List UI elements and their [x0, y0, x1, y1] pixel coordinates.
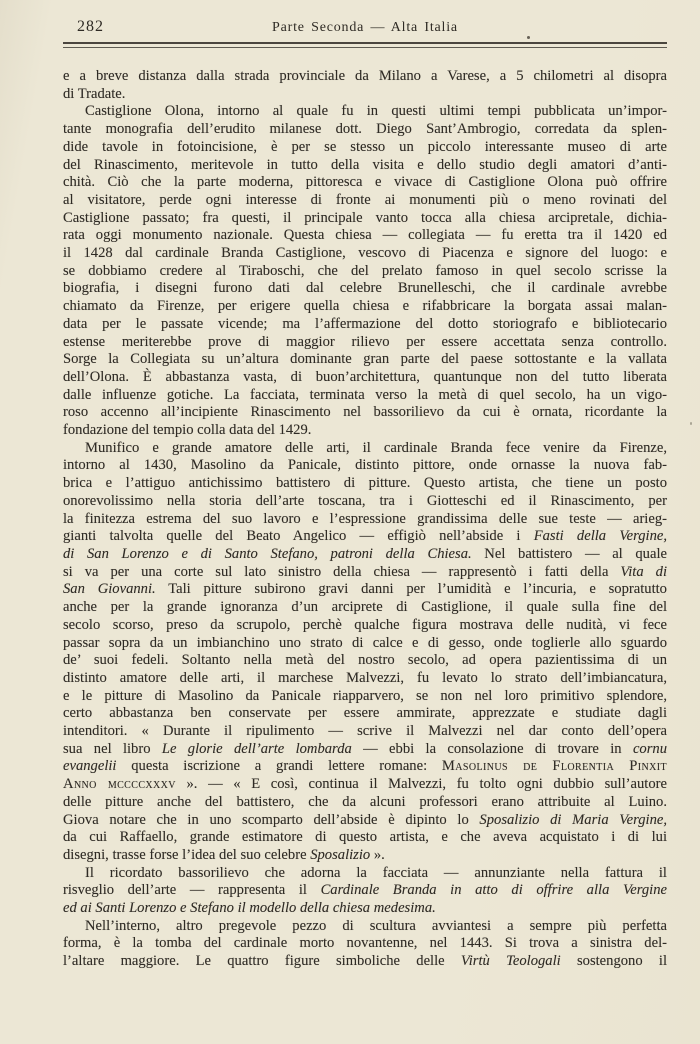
text-line [63, 847, 667, 865]
paragraph [63, 103, 667, 439]
body-text: Castiglione passato; fra questi, il principale vanto tocca alla chiesa arcipretale, dichia- [63, 209, 667, 226]
body-text: chità. Ciò che la parte moderna, pittoresca e vivace di Castiglione Olona può offrire [63, 174, 667, 191]
text-line [63, 581, 667, 599]
body-text: roso accenno all’incipiente Rinascimento nel bassorilievo da cui è ornata, ricordante la [63, 404, 667, 421]
smallcaps-text: Anno mccccxxxv [63, 776, 176, 793]
body-text: tante monografia dell’erudito milanese dott. Diego Sant’Ambrogio, corredata da splen- [63, 121, 667, 138]
body-text: sua nel libro [63, 740, 162, 757]
body-text: questa iscrizione a grandi lettere romane: [116, 758, 442, 775]
body-text: Tali pitture subirono gravi danni per l’umidità e l’incuria, e sopratutto [155, 581, 667, 598]
body-text: ». — « E così, continua il Malvezzi, fu tolto ogni dubbio sull’autore [175, 776, 667, 793]
italic-text: San Giovanni. [63, 581, 156, 598]
page-header [63, 18, 667, 40]
text-line [63, 617, 667, 635]
text-line [63, 103, 667, 121]
text-line [63, 121, 667, 139]
italic-text: ed ai Santi Lorenzo e Stefano il modello della chiesa medesima. [63, 900, 436, 917]
body-text: fondazione del tempio colla data del 1429. [63, 422, 312, 439]
text-line [63, 174, 667, 192]
body-text: de’ suoi fedeli. Soltanto nella metà del nostro secolo, ad opera pazientissima di un [63, 652, 667, 669]
body-text: onorevolissimo nella storia dell’arte toscana, tra i Giotteschi ed il Rinascimento, per [63, 492, 667, 509]
text-line [63, 599, 667, 617]
text-line [63, 670, 667, 688]
text-line [63, 86, 667, 104]
body-text: chiamato da Firenze, per erigere quella chiesa e rifabbricare la borgata assai malan- [63, 298, 667, 315]
text-line [63, 705, 667, 723]
body-text: sostengono il [560, 953, 668, 970]
text-line [63, 635, 667, 653]
text-line [63, 528, 667, 546]
text-line [63, 741, 667, 759]
scan-speck [527, 36, 530, 39]
text-line [63, 546, 667, 564]
text-line [63, 68, 667, 86]
italic-text: Fasti della Vergine, [533, 528, 668, 545]
body-text: distinto amatore delle arti, il marchese Malvezzi, fu levato lo strato dell’imbiancatura, [63, 669, 667, 686]
text-line [63, 953, 667, 971]
body-text: il 1428 dal cardinale Branda Castiglione, vescovo di Piacenza e signore del luogo: e [63, 245, 667, 262]
text-line [63, 298, 667, 316]
text-line [63, 369, 667, 387]
italic-text: Virtù Teologali [460, 953, 561, 970]
body-text: brica e l’attiguo antichissimo battistero di pitture. Questo artista, che tiene un posto [63, 475, 667, 492]
text-line [63, 192, 667, 210]
text-line [63, 422, 667, 440]
body-text: Munifico e grande amatore delle arti, il cardinale Branda fece venire da Firenze, [85, 439, 667, 456]
body-text: biografia, i disegni furono dati dal celebre Brunelleschi, che il cardinale avrebbe [63, 280, 667, 297]
text-line [63, 688, 667, 706]
text-line [63, 493, 667, 511]
smallcaps-text: Masolinus de Florentia Pinxit [441, 758, 667, 775]
text-line [63, 475, 667, 493]
body-text: ». [370, 846, 385, 863]
body-text: l’altare maggiore. Le quattro figure simboliche delle [63, 953, 461, 970]
body-text: secolo scorso, preso da scrupolo, perchè qualche figura mostrava delle nudità, vi fece [63, 616, 667, 633]
italic-text: Cardinale Branda in atto di offrire alla Vergine [320, 882, 667, 899]
header-rule [63, 42, 667, 48]
text-line [63, 935, 667, 953]
body-text: di Tradate. [63, 85, 126, 102]
body-text: dell’Olona. È abbastanza vasta, di buon’architettura, quantunque non del tutto liberata [63, 368, 667, 385]
text-line [63, 440, 667, 458]
body-text: disegni, trasse forse l’idea del suo celebre [63, 846, 311, 863]
text-line [63, 210, 667, 228]
text-line [63, 351, 667, 369]
body-text: Giova notare che in uno scomparto dell’abside è dipinto lo [63, 811, 480, 828]
paragraph [63, 918, 667, 971]
italic-text: evangelii [63, 758, 117, 775]
body-text: dide tavole in fotoincisione, è per se stesso un piccolo interessante museo di arte [63, 138, 667, 155]
body-text: Il ricordato bassorilievo che adorna la facciata — annunziante nella fattura il [85, 864, 667, 881]
body-text: certo abbastanza ben conservate per essere ammirate, apprezzate e studiate dagli [63, 705, 667, 722]
text-line [63, 387, 667, 405]
text-line [63, 280, 667, 298]
italic-text: di San Lorenzo e di Santo Stefano, patroni della Chiesa. [63, 545, 472, 562]
body-text: del Rinascimento, meritevole in tutto della visita e dello studio degli amatori d’anti- [63, 156, 667, 173]
italic-text: Sposalizio di Maria Vergine, [479, 811, 667, 828]
paragraph [63, 865, 667, 918]
text-line [63, 227, 667, 245]
text-line [63, 263, 667, 281]
body-text: al visitatore, perde ogni interesse di fronte ai monumenti più o meno rovinati del [63, 191, 667, 208]
text-line [63, 139, 667, 157]
paragraph [63, 68, 667, 103]
text-line [63, 652, 667, 670]
italic-text: Le glorie dell’arte lombarda [161, 740, 352, 757]
body-text: Castiglione Olona, intorno al quale fu in questi ultimi tempi pubblicata un’impor- [85, 103, 667, 120]
text-line [63, 723, 667, 741]
text-line [63, 564, 667, 582]
body-text: Nell’interno, altro pregevole pezzo di scultura avviantesi a sempre più perfetta [85, 917, 667, 934]
text-line [63, 829, 667, 847]
text-line [63, 900, 667, 918]
body-text: Nel battistero — al quale [471, 545, 667, 562]
scan-speck [690, 422, 692, 425]
text-line [63, 812, 667, 830]
text-line [63, 758, 667, 776]
italic-text: cornu [632, 740, 667, 757]
text-line [63, 865, 667, 883]
body-text: risveglio dell’arte — rappresenta il [63, 882, 321, 899]
body-text: intenditori. « Durante il ripulimento — scrive il Malvezzi nel dar conto dell’opera [63, 723, 667, 740]
paragraph [63, 440, 667, 865]
body-text: rata oggi monumento nazionale. Questa chiesa — collegiata — fu eretta tra il 1420 ed [63, 227, 667, 244]
text-line [63, 776, 667, 794]
body-text: intorno al 1430, Masolino da Panicale, distinto pittore, onde ornasse la nuova fab- [63, 457, 667, 474]
body-text: Sorge la Collegiata su un’altura dominante gran parte del paese sottostante e la vallata [63, 351, 667, 368]
page-body [63, 68, 667, 971]
body-text: anche per la grande ignoranza d’un arciprete di Castiglione, il quale sulla fine del [63, 599, 667, 616]
text-line [63, 404, 667, 422]
body-text: passar sopra da un imbianchino uno strato di calce e di gesso, onde toglierle allo sguardo [63, 634, 667, 651]
body-text: estense meriterebbe prove di maggior rilievo per essere accettata senza controllo. [63, 333, 667, 350]
italic-text: Vita di [620, 563, 667, 580]
page-number: 282 [77, 18, 104, 35]
body-text: data per le passate vicende; ma l’affermazione del dotto storiografo e bibliotecario [63, 315, 667, 332]
text-line [63, 794, 667, 812]
body-text: e a breve distanza dalla strada provinciale da Milano a Varese, a 5 chilometri al disopra [63, 68, 667, 84]
text-line [63, 316, 667, 334]
body-text: e le pitture di Masolino da Panicale riapparvero, se non nel loro primitivo splendore, [63, 687, 667, 704]
body-text: dalle influenze gotiche. La facciata, terminata verso la metà di quel secolo, ha un vigo- [63, 386, 667, 403]
body-text: si va per una corte sul lato sinistro della chiesa — rappresentò i fatti della [63, 563, 621, 580]
body-text: forma, è la tomba del cardinale morto novantenne, nel 1443. Si trova a sinistra del- [63, 935, 667, 952]
text-line [63, 334, 667, 352]
text-line [63, 511, 667, 529]
text-line [63, 457, 667, 475]
text-line [63, 882, 667, 900]
text-line [63, 918, 667, 936]
italic-text: Sposalizio [310, 846, 371, 863]
body-text: la finitezza estrema del suo lavoro e l’espressione grandissima delle sue teste — arieg- [63, 510, 667, 527]
body-text: — ebbi la consolazione di trovare in [351, 740, 633, 757]
body-text: da cui Raffaello, grande estimatore di questo artista, e che aveva acquistato i di lui [63, 829, 667, 846]
body-text: delle pitture anche del battistero, che da alcuni professori erano attribuite al Luino. [63, 793, 667, 810]
running-title: Parte Seconda — Alta Italia [272, 20, 458, 35]
text-line [63, 245, 667, 263]
text-line [63, 157, 667, 175]
body-text: gianti talvolta quelle del Beato Angelico — effigiò nell’abside i [63, 528, 534, 545]
body-text: se dobbiamo credere al Tiraboschi, che del prelato famoso in quel secolo scrisse la [63, 262, 667, 279]
